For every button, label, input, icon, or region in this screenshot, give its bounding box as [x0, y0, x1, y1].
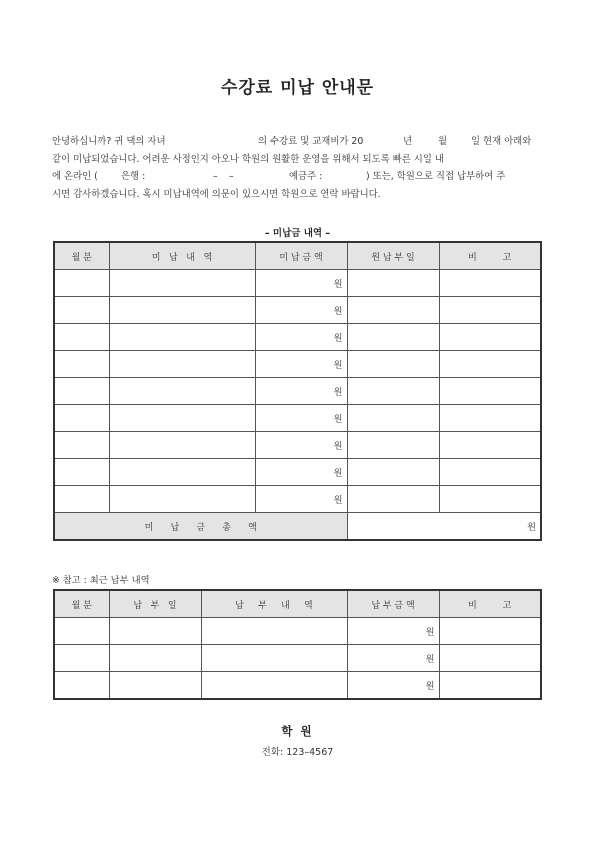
- payment-date-cell[interactable]: [109, 618, 201, 645]
- total-row: [54, 513, 541, 541]
- payment-day-cell[interactable]: [347, 270, 439, 297]
- month-cell[interactable]: [54, 351, 109, 378]
- table-row: [54, 297, 541, 324]
- month-cell[interactable]: [54, 459, 109, 486]
- payment-date-cell[interactable]: [109, 645, 201, 672]
- table-row: [54, 432, 541, 459]
- intro-text: 시면 감사하겠습니다. 혹시 미납내역에 의문이 있으시면 학원으로 연락 바랍니다.: [52, 188, 381, 200]
- table-row: [54, 324, 541, 351]
- header-payment-details: 납 부 내 역: [201, 590, 347, 618]
- table-row: [54, 351, 541, 378]
- details-cell[interactable]: [109, 405, 255, 432]
- details-cell[interactable]: [109, 324, 255, 351]
- table-row: [54, 378, 541, 405]
- intro-line-4: [52, 186, 546, 204]
- header-unpaid-amount: 미 납 금 액: [255, 242, 347, 270]
- academy-name: 학 원: [281, 724, 314, 738]
- amount-cell[interactable]: 원: [255, 432, 347, 459]
- amount-cell[interactable]: 원: [255, 351, 347, 378]
- unpaid-section-title: – 미납금 내역 –: [264, 228, 331, 239]
- month-cell[interactable]: [54, 486, 109, 513]
- details-cell[interactable]: [201, 672, 347, 700]
- total-unpaid-amount[interactable]: 원: [347, 513, 541, 541]
- intro-text: ) 또는, 학원으로 직접 납부하여 주: [366, 171, 506, 182]
- payment-day-cell[interactable]: [347, 378, 439, 405]
- amount-cell[interactable]: 원: [255, 459, 347, 486]
- amount-cell[interactable]: 원: [255, 405, 347, 432]
- amount-cell[interactable]: 원: [255, 270, 347, 297]
- details-cell[interactable]: [109, 378, 255, 405]
- remarks-cell[interactable]: [439, 432, 541, 459]
- remarks-cell[interactable]: [439, 618, 541, 645]
- intro-paragraph: [52, 133, 546, 203]
- payment-day-cell[interactable]: [347, 486, 439, 513]
- remarks-cell[interactable]: [439, 672, 541, 700]
- details-cell[interactable]: [201, 645, 347, 672]
- month-cell[interactable]: [54, 324, 109, 351]
- total-unpaid-label: 미 납 금 총 액: [54, 513, 347, 541]
- table-row: [54, 459, 541, 486]
- header-month: 월 분: [54, 590, 109, 618]
- remarks-cell[interactable]: [439, 270, 541, 297]
- document-title: 수강료 미납 안내문: [220, 78, 375, 98]
- intro-text: –: [229, 171, 234, 182]
- header-payment-date: 납 부 일: [109, 590, 201, 618]
- payment-day-cell[interactable]: [347, 405, 439, 432]
- remarks-cell[interactable]: [439, 486, 541, 513]
- details-cell[interactable]: [109, 297, 255, 324]
- amount-cell[interactable]: 원: [347, 618, 439, 645]
- month-cell[interactable]: [54, 270, 109, 297]
- header-payment-amount: 납 부 금 액: [347, 590, 439, 618]
- amount-cell[interactable]: 원: [347, 672, 439, 700]
- table-row: [54, 618, 541, 645]
- remarks-cell[interactable]: [439, 459, 541, 486]
- details-cell[interactable]: [109, 486, 255, 513]
- month-cell[interactable]: [54, 432, 109, 459]
- header-payment-day: 원 납 부 일: [347, 242, 439, 270]
- recent-payments-table: [53, 589, 542, 700]
- table-row: [54, 486, 541, 513]
- payment-day-cell[interactable]: [347, 351, 439, 378]
- details-cell[interactable]: [201, 618, 347, 645]
- remarks-cell[interactable]: [439, 297, 541, 324]
- table-header-row: [54, 242, 541, 270]
- header-remarks: 비 고: [439, 590, 541, 618]
- table-row: [54, 672, 541, 700]
- intro-text: 에 온라인 (: [52, 171, 98, 182]
- payment-day-cell[interactable]: [347, 459, 439, 486]
- remarks-cell[interactable]: [439, 405, 541, 432]
- table-header-row: [54, 590, 541, 618]
- month-cell[interactable]: [54, 618, 109, 645]
- intro-line-2: [52, 151, 546, 169]
- remarks-cell[interactable]: [439, 645, 541, 672]
- header-month: 월 분: [54, 242, 109, 270]
- recent-payments-label: ※ 참고 : 최근 납부 내역: [52, 575, 150, 586]
- amount-cell[interactable]: 원: [347, 645, 439, 672]
- details-cell[interactable]: [109, 432, 255, 459]
- header-unpaid-details: 미 납 내 역: [109, 242, 255, 270]
- details-cell[interactable]: [109, 351, 255, 378]
- intro-text: 예금주 :: [289, 171, 323, 182]
- phone-number: 전화: 123–4567: [261, 747, 334, 758]
- details-cell[interactable]: [109, 270, 255, 297]
- intro-text: 은행 :: [121, 171, 146, 182]
- intro-text: 같이 미납되었습니다. 어려운 사정인지 아오나 학원의 원활한 운영을 위해서 되도록 빠른 시일 내: [52, 153, 444, 165]
- table-row: [54, 270, 541, 297]
- payment-day-cell[interactable]: [347, 432, 439, 459]
- header-remarks: 비 고: [439, 242, 541, 270]
- table-row: [54, 405, 541, 432]
- table-row: [54, 645, 541, 672]
- intro-text: 일 현재 아래와: [471, 136, 532, 147]
- intro-text: 의 수강료 및 교재비가 20: [258, 136, 364, 147]
- unpaid-table: [53, 241, 542, 541]
- intro-text: 월: [438, 136, 448, 147]
- month-cell[interactable]: [54, 378, 109, 405]
- remarks-cell[interactable]: [439, 378, 541, 405]
- remarks-cell[interactable]: [439, 351, 541, 378]
- month-cell[interactable]: [54, 645, 109, 672]
- month-cell[interactable]: [54, 405, 109, 432]
- intro-text: 안녕하십니까? 귀 댁의 자녀: [52, 136, 166, 147]
- amount-cell[interactable]: 원: [255, 378, 347, 405]
- payment-day-cell[interactable]: [347, 297, 439, 324]
- details-cell[interactable]: [109, 459, 255, 486]
- month-cell[interactable]: [54, 297, 109, 324]
- intro-text: 년: [403, 136, 413, 147]
- payment-date-cell[interactable]: [109, 672, 201, 700]
- amount-cell[interactable]: 원: [255, 324, 347, 351]
- intro-text: –: [213, 171, 218, 182]
- amount-cell[interactable]: 원: [255, 486, 347, 513]
- amount-cell[interactable]: 원: [255, 297, 347, 324]
- month-cell[interactable]: [54, 672, 109, 700]
- intro-line-3: [52, 168, 546, 186]
- intro-line-1: [52, 133, 546, 151]
- payment-day-cell[interactable]: [347, 324, 439, 351]
- remarks-cell[interactable]: [439, 324, 541, 351]
